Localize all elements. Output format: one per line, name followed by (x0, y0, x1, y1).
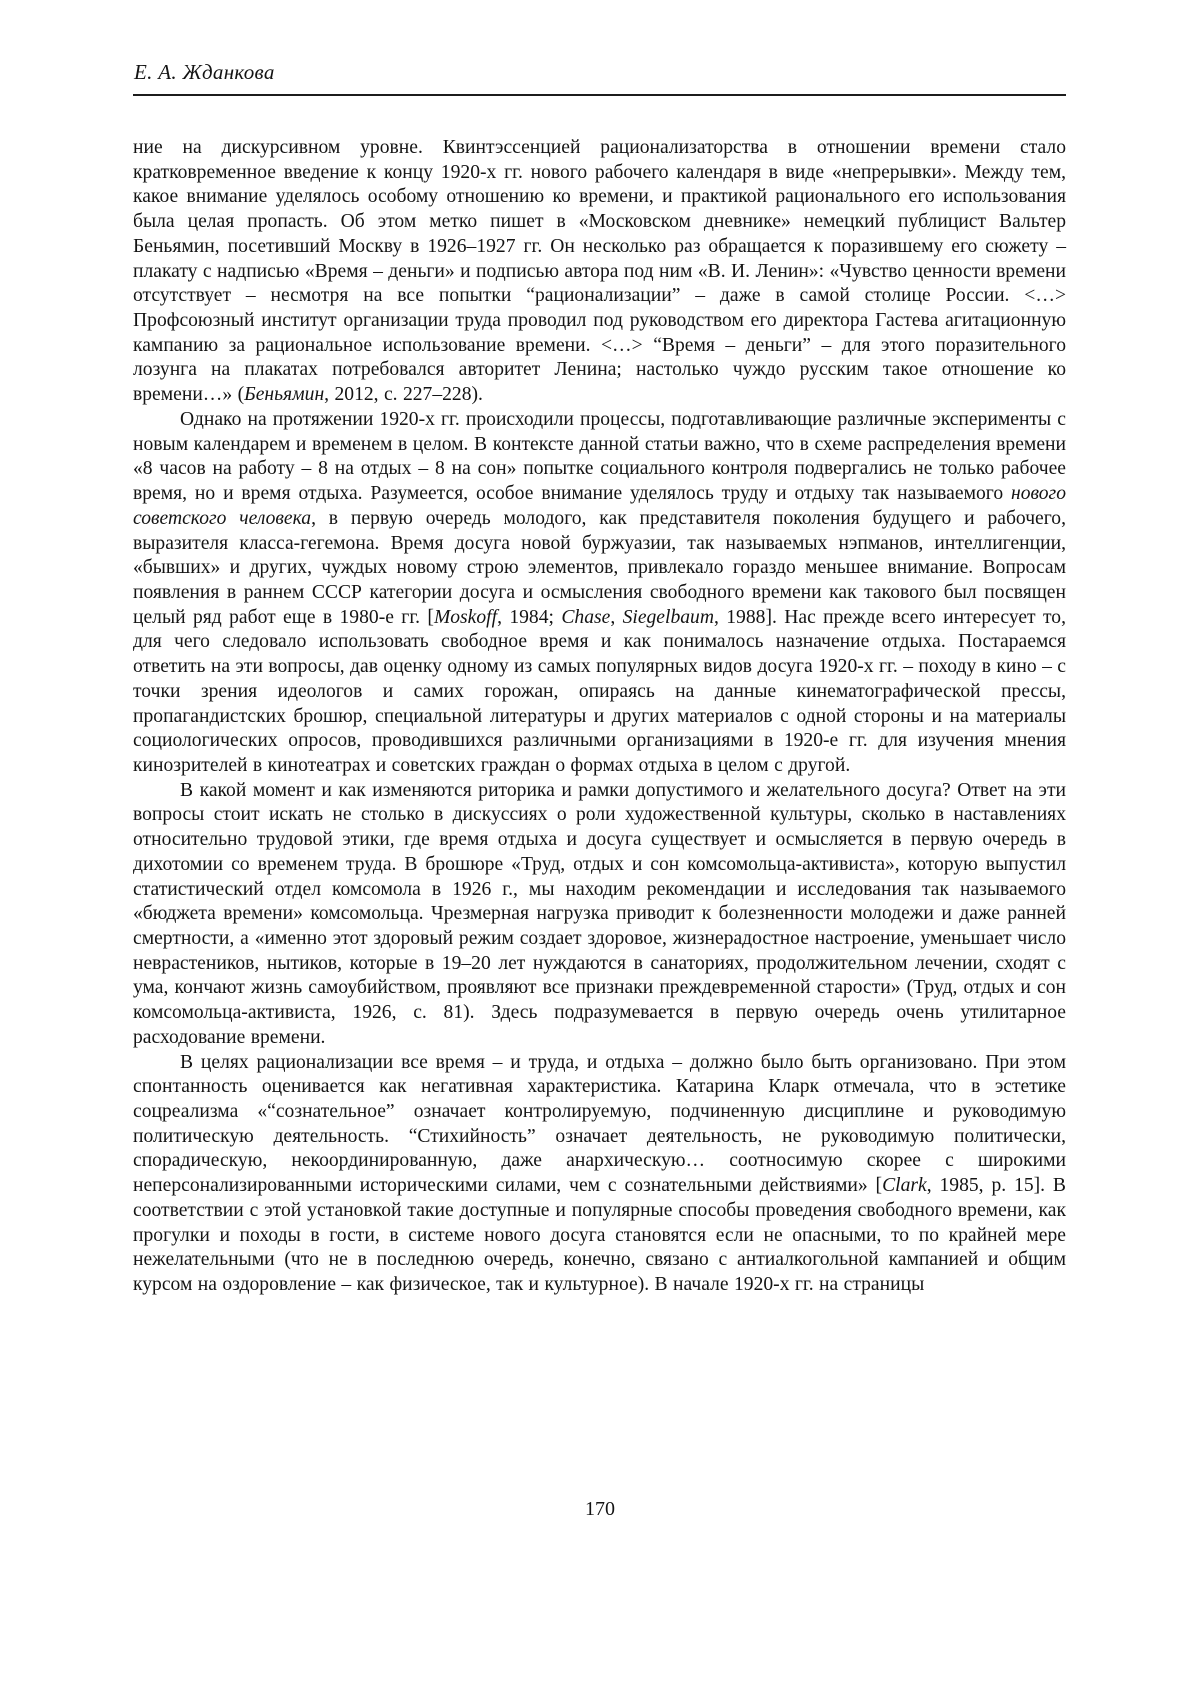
text-run: Однако на протяжении 1920-х гг. происходили процессы, подготавливающие различные эксперименты с новым календарем и временем в целом. В контексте данной статьи важно, что в схеме распределения времени «8 часов на работу – 8 на отдых – 8 на сон» попытке социального контроля подвергались не только рабочее время, но и время отдыха. Разумеется, особое внимание уделялось труду и отдыху так называемого (133, 408, 1066, 505)
italic-text-run: Clark (882, 1175, 927, 1197)
text-run: В целях рационализации все время – и труда, и отдыха – должно было быть организовано. При этом спонтанность оценивается как негативная характеристика. Катарина Кларк отмечала, что в эстетике соцреализма «“сознательное” означает контролируемую, подчиненную дисциплине и руководимую политическую деятельность. “Стихийность” означает деятельность, не руководимую политически, спорадическую, некоординированную, даже анархическую… соотносимую скорее с широкими неперсонализированными историческими силами, чем с сознательными действиями» [ (133, 1051, 1066, 1197)
text-run: , 2012, с. 227–228). (324, 384, 483, 406)
page-header (133, 60, 1066, 96)
paragraph (133, 1051, 1066, 1298)
text-run: , в первую очередь молодого, как представителя поколения будущего и рабочего, выразителя класса-гегемона. Время досуга новой буржуазии, так называемых нэпманов, интеллигенции, «бывших» и других, чуждых новому строю элементов, привлекало гораздо меньшее внимание. Вопросам появления в раннем СССР категории досуга и осмысления свободного времени как такового был посвящен целый ряд работ еще в 1980-е гг. [ (133, 507, 1066, 628)
text-run: , 1984; (497, 606, 562, 628)
italic-text-run: Беньямин (244, 384, 325, 406)
italic-text-run: Chase (561, 606, 611, 628)
page-footer (0, 1498, 1200, 1521)
text-run: , (610, 606, 623, 628)
italic-text-run: Siegelbaum (622, 606, 714, 628)
italic-text-run: Moskoff (433, 606, 498, 628)
text-run: , 1988]. Нас прежде всего интересует то, для чего следовало использовать свободное время и как понималось назначение отдыха. Постараемся ответить на эти вопросы, дав оценку одному из самых популярных видов досуга 1920-х гг. – походу в кино – с точки зрения идеологов и самих горожан, опираясь на данные кинематографической прессы, пропагандистских брошюр, специальной литературы и других материалов с одной стороны и на материалы социологических опросов, проводившихся различными организациями в 1920-е гг. для изучения мнения кинозрителей в кинотеатрах и советских граждан о формах отдыха в целом с другой. (133, 606, 1066, 776)
italic-text-run: нового советского человека (133, 483, 1066, 529)
paragraph (133, 408, 1066, 779)
paragraph (133, 136, 1066, 408)
paragraph (133, 779, 1066, 1051)
article-body (133, 136, 1066, 1298)
text-run: ние на дискурсивном уровне. Квинтэссенцией рационализаторства в отношении времени стало кратковременное введение к концу 1920-х гг. нового рабочего календаря в виде «непрерывки». Между тем, какое внимание уделялось особому отношению ко времени, и практикой рационального его использования была целая пропасть. Об этом метко пишет в «Московском дневнике» немецкий публицист Вальтер Беньямин, посетивший Москву в 1926–1927 гг. Он несколько раз обращается к поразившему его сюжету – плакату с надписью «Время – деньги» и подписью автора под ним «В. И. Ленин»: «Чувство ценности времени отсутствует – несмотря на все попытки “рационализации” – даже в самой столице России. <…> Профсоюзный институт организации труда проводил под руководством его директора Гастева агитационную кампанию за рациональное использование времени. <…> “Время – деньги” – для этого поразительного лозунга на плакатах потребовался авторитет Ленина; настолько чуждо русским такое отношение ко времени…» ( (133, 137, 1066, 406)
text-run: , 1985, p. 15]. В соответствии с этой установкой такие доступные и популярные способы проведения свободного времени, как прогулки и походы в гости, в системе нового досуга становятся если не опасными, то по крайней мере нежелательными (что не в последнюю очередь, конечно, связано с антиалкогольной кампанией и общим курсом на оздоровление – как физическое, так и культурное). В начале 1920-х гг. на страницы (133, 1175, 1067, 1296)
running-head-author: Е. А. Жданкова (134, 60, 275, 84)
page-number: 170 (585, 1498, 615, 1520)
header-rule (133, 94, 1066, 96)
text-run: В какой момент и как изменяются риторика и рамки допустимого и желательного досуга? Ответ на эти вопросы стоит искать не столько в дискуссиях о роли художественной культуры, сколько в наставлениях относительно трудовой этики, где время отдыха и досуга существует и осмысляется в первую очередь в дихотомии со временем труда. В брошюре «Труд, отдых и сон комсомольца-активиста», которую выпустил статистический отдел комсомола в 1926 г., мы находим рекомендации и исследования так называемого «бюджета времени» комсомольца. Чрезмерная нагрузка приводит к болезненности молодежи и даже ранней смертности, а «именно этот здоровый режим создает здоровое, жизнерадостное настроение, уменьшает число неврастеников, нытиков, которые в 19–20 лет нуждаются в санаториях, продолжительном лечении, сходят с ума, кончают жизнь самоубийством, проявляют все признаки преждевременной старости» (Труд, отдых и сон комсомольца-активиста, 1926, с. 81). Здесь подразумевается в первую очередь очень утилитарное расходование времени. (133, 779, 1066, 1048)
